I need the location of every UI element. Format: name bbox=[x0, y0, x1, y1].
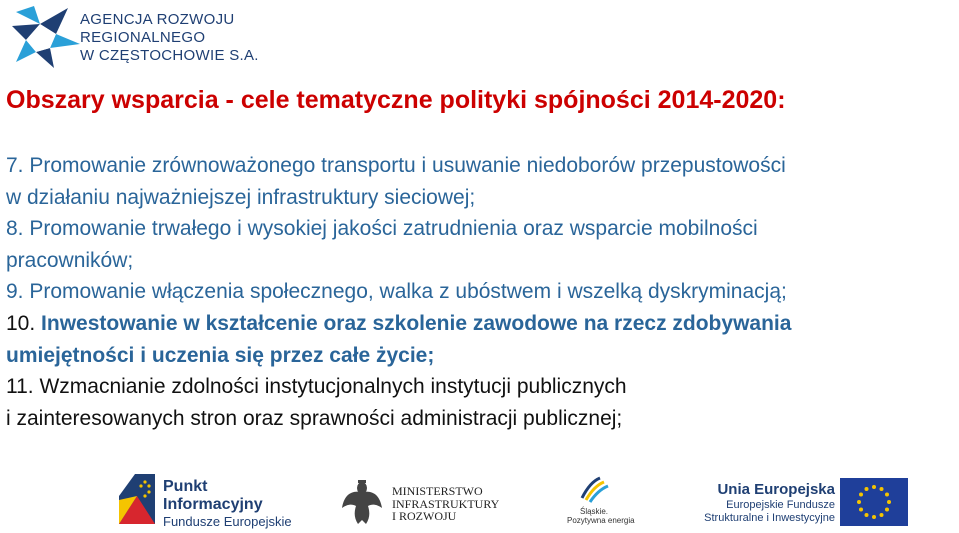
sl-line-1: Śląskie. bbox=[579, 507, 608, 516]
eu-flag-icon bbox=[840, 478, 908, 526]
page-title: Obszary wsparcia - cele tematyczne polityki spójności 2014-2020: bbox=[6, 86, 786, 114]
item-10-line-2: umiejętności i uczenia się przez całe życie; bbox=[6, 343, 435, 367]
thematic-objectives-list bbox=[6, 150, 956, 434]
item-8-line-2: pracowników; bbox=[6, 248, 134, 272]
agency-name bbox=[80, 11, 259, 65]
sl-line-2: Pozytywna energia bbox=[567, 516, 635, 525]
item-7-line-2: w działaniu najważniejszej infrastruktury sieciowej; bbox=[6, 185, 476, 209]
mi-line-1: MINISTERSTWO bbox=[392, 484, 483, 498]
item-10-text: Inwestowanie w kształcenie oraz szkolenie zawodowe na rzecz zdobywania bbox=[41, 311, 792, 335]
fe-line-1: Punkt bbox=[163, 478, 208, 495]
eu-star bbox=[887, 500, 891, 504]
agency-star-logo-icon bbox=[10, 4, 84, 70]
eu-star bbox=[859, 508, 863, 512]
mi-line-2: INFRASTRUKTURY bbox=[392, 496, 500, 511]
ue-line-3: Strukturalne i Inwestycyjne bbox=[704, 512, 835, 524]
fundusze-europejskie-label bbox=[163, 478, 292, 530]
eu-star bbox=[865, 513, 869, 517]
eu-star bbox=[859, 493, 863, 497]
item-10-number: 10. bbox=[6, 311, 42, 335]
item-11-line-1: 11. Wzmacnianie zdolności instytucjonalnych instytucji publicznych bbox=[6, 375, 627, 399]
ministry-label bbox=[392, 485, 499, 523]
eu-star bbox=[885, 493, 889, 497]
agency-line-3: W CZĘSTOCHOWIE S.A. bbox=[80, 47, 259, 64]
fe-line-3: Fundusze Europejskie bbox=[163, 514, 292, 529]
agency-line-1: AGENCJA ROZWOJU bbox=[80, 11, 235, 28]
agency-line-2: REGIONALNEGO bbox=[80, 29, 206, 46]
item-10-line-1 bbox=[6, 308, 956, 340]
eu-label bbox=[689, 480, 835, 525]
eu-star bbox=[872, 515, 876, 519]
eu-star bbox=[880, 487, 884, 491]
mi-line-3: I ROZWOJU bbox=[392, 509, 457, 523]
ue-line-1: Unia Europejska bbox=[717, 481, 835, 498]
item-9-line-1: 9. Promowanie włączenia społecznego, walka z ubóstwem i wszelką dyskryminacją; bbox=[6, 280, 787, 304]
item-8-line-1: 8. Promowanie trwałego i wysokiej jakości zatrudnienia oraz wsparcie mobilności bbox=[6, 217, 758, 241]
slaskie-label bbox=[567, 507, 635, 525]
eu-star bbox=[880, 513, 884, 517]
slaskie-wave-logo-icon bbox=[578, 472, 612, 506]
item-7-line-1: 7. Promowanie zrównoważonego transportu i usuwanie niedoborów przepustowości bbox=[6, 154, 786, 177]
agency-logo bbox=[10, 4, 270, 70]
polish-eagle-emblem-icon bbox=[340, 478, 384, 528]
eu-star bbox=[857, 500, 861, 504]
eu-star bbox=[872, 485, 876, 489]
fundusze-europejskie-logo-icon bbox=[115, 470, 159, 528]
eu-star bbox=[865, 487, 869, 491]
item-11-line-2: i zainteresowanych stron oraz sprawności administracji publicznej; bbox=[6, 406, 623, 430]
ue-line-2: Europejskie Fundusze bbox=[726, 499, 835, 511]
fe-line-2: Informacyjny bbox=[163, 496, 263, 513]
eu-star bbox=[885, 508, 889, 512]
